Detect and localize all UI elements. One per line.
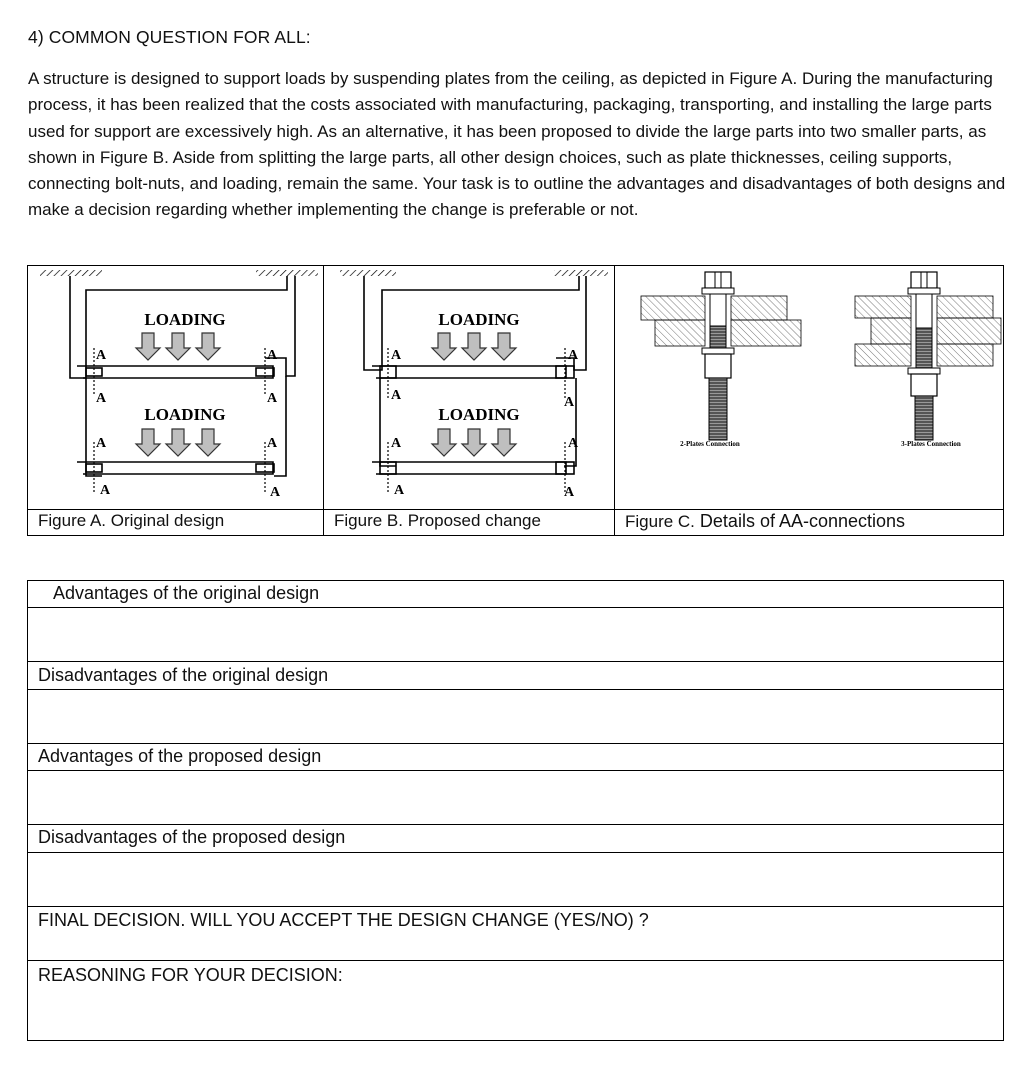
final-decision-answer[interactable] [28, 933, 1003, 960]
row-divider [28, 906, 1003, 907]
figure-c-caption-prefix: Figure C. [625, 512, 695, 531]
loading-label-bottom: LOADING [438, 405, 520, 424]
section-label-a: A [394, 483, 405, 498]
section-label-a: A [96, 436, 107, 451]
load-arrow [432, 333, 456, 360]
adv-proposed-answer[interactable] [28, 771, 1003, 824]
bolt-thread [916, 328, 932, 368]
plate-section [937, 296, 993, 318]
section-label-a: A [267, 436, 278, 451]
caption-row-divider [28, 509, 1003, 510]
three-plates-label: 3-Plates Connection [901, 440, 961, 448]
plate-section [641, 296, 705, 320]
disadv-proposed-answer[interactable] [28, 853, 1003, 906]
plate-section [855, 344, 911, 366]
load-arrow [136, 333, 160, 360]
section-label-a: A [100, 483, 111, 498]
washer [908, 368, 940, 374]
answer-table [27, 580, 1004, 1041]
section-label-a: A [568, 436, 579, 451]
reasoning-label: REASONING FOR YOUR DECISION: [38, 965, 343, 985]
bolt-thread [709, 378, 727, 440]
two-plates-label: 2-Plates Connection [680, 440, 740, 448]
load-arrow [492, 333, 516, 360]
plate-top [372, 366, 566, 378]
washer [702, 288, 734, 294]
plate-section [871, 318, 911, 344]
row-divider [28, 960, 1003, 961]
section-label-a: A [267, 348, 278, 363]
figures-table [27, 265, 1004, 536]
bolt-thread [915, 396, 933, 440]
load-arrow [136, 429, 160, 456]
bolt-head [911, 272, 937, 288]
two-plates-connection [641, 272, 801, 440]
disadv-original-label: Disadvantages of the original design [38, 665, 329, 685]
load-arrow [462, 333, 486, 360]
plate-section [937, 318, 1001, 344]
plate-section [937, 344, 993, 366]
figure-b-diagram [324, 266, 614, 509]
ceiling-hatch [256, 270, 318, 276]
loading-label-top: LOADING [438, 310, 520, 329]
load-arrow [196, 429, 220, 456]
bolt-head [705, 272, 731, 288]
loading-label-bottom: LOADING [144, 405, 226, 424]
disadv-proposed-label: Disadvantages of the proposed design [38, 827, 346, 847]
load-arrow [196, 333, 220, 360]
figure-c-caption [625, 511, 905, 532]
ceiling-hatch [340, 270, 396, 276]
section-label-a: A [391, 388, 402, 403]
row-divider [28, 824, 1003, 825]
section-label-a: A [564, 395, 575, 410]
plate-section [731, 320, 801, 346]
section-label-a: A [568, 348, 579, 363]
nut [911, 374, 937, 396]
plate-section [855, 296, 911, 318]
adv-original-answer[interactable] [28, 608, 1003, 661]
load-arrow [462, 429, 486, 456]
question-paragraph: A structure is designed to support loads by suspending plates from the ceiling, as depicted in Figure A. During the manufacturing process, it has been realized that the costs associated with manufacturing, packaging, transporting, and installing the large parts used for support are excessively high. As an alternative, it has been proposed to divide the large parts into two smaller parts, as shown in Figure B. Aside from splitting the large parts, all other design choices, such as plate thicknesses, ceiling supports, connecting bolt-nuts, and loading, remain the same. Your task is to outline the advantages and disadvantages of both designs and make a decision regarding whether implementing the change is preferable or not. [28, 69, 1006, 220]
section-label-a: A [96, 391, 107, 406]
question-heading: 4) COMMON QUESTION FOR ALL: [28, 27, 311, 47]
plate-top [77, 366, 273, 378]
bolt-thread [710, 326, 726, 348]
plate-section [655, 320, 705, 346]
adv-original-label: Advantages of the original design [53, 583, 320, 603]
plate-bottom [77, 462, 273, 474]
section-label-a: A [391, 436, 402, 451]
row-divider [28, 743, 1003, 744]
reasoning-answer[interactable] [28, 991, 1003, 1040]
plate-bottom [372, 462, 566, 474]
section-label-a: A [391, 348, 402, 363]
three-plates-connection [855, 272, 1001, 440]
figure-b-caption: Figure B. Proposed change [334, 511, 541, 530]
section-label-a: A [270, 485, 281, 500]
nut [705, 354, 731, 378]
loading-label-top: LOADING [144, 310, 226, 329]
section-label-a: A [267, 391, 278, 406]
section-label-a: A [564, 485, 575, 500]
plate-section [731, 296, 787, 320]
figure-a-diagram [28, 266, 323, 509]
load-arrow [492, 429, 516, 456]
load-arrow [166, 333, 190, 360]
hanger-right [564, 378, 576, 466]
adv-proposed-label: Advantages of the proposed design [38, 746, 322, 766]
load-arrow [166, 429, 190, 456]
figure-c-diagram [615, 266, 1003, 509]
washer [702, 348, 734, 354]
final-decision-label: FINAL DECISION. WILL YOU ACCEPT THE DESIGN CHANGE (YES/NO) ? [38, 910, 649, 930]
row-divider [28, 661, 1003, 662]
load-arrow [432, 429, 456, 456]
disadv-original-answer[interactable] [28, 690, 1003, 743]
section-label-a: A [96, 348, 107, 363]
figure-c-caption-text: Details of AA-connections [694, 511, 906, 531]
ceiling-hatch [40, 270, 102, 276]
washer [908, 288, 940, 294]
ceiling-hatch [554, 270, 608, 276]
figure-a-caption: Figure A. Original design [38, 511, 225, 530]
